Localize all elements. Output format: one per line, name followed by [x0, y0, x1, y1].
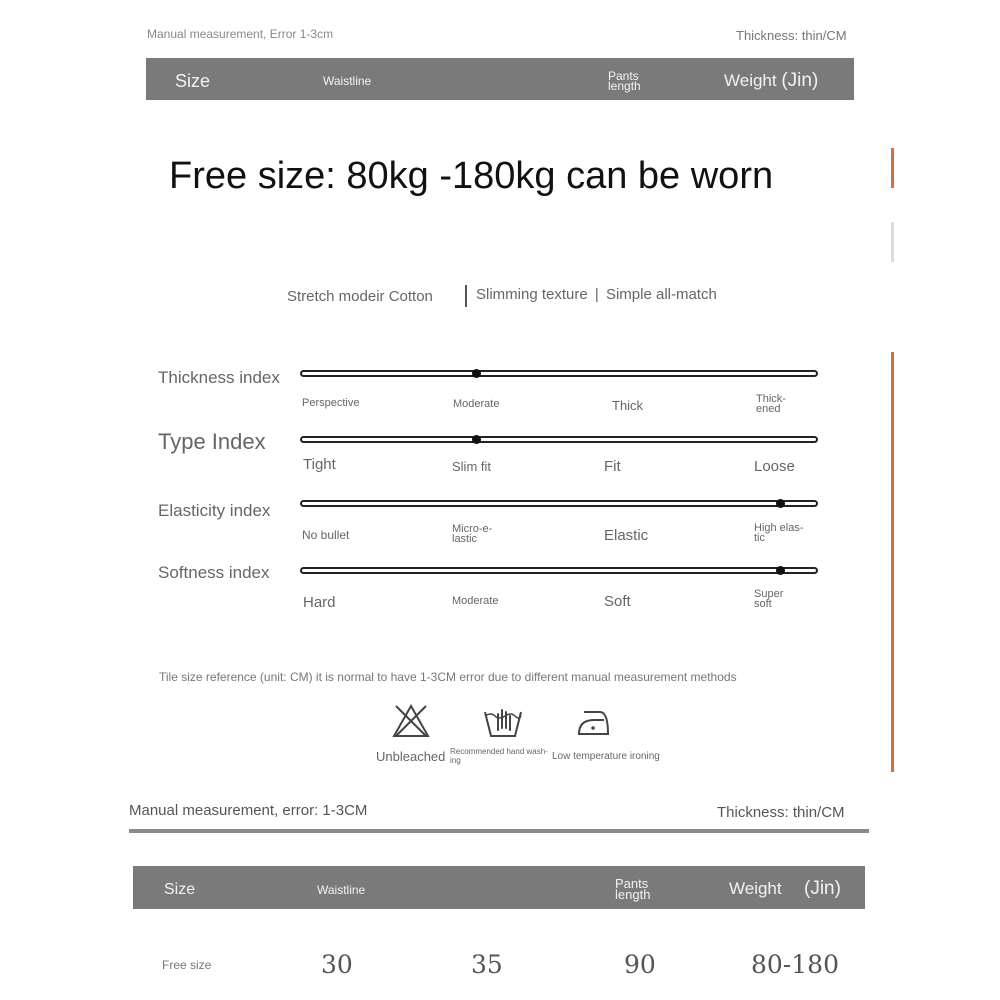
table-header-unit: (Jin) [804, 878, 841, 899]
softness-index-label: Softness index [158, 563, 270, 582]
ironing-label: Low temperature ironing [552, 751, 660, 762]
thickness-note: Thickness: thin/CM [736, 28, 847, 43]
waistline-value: 30 [321, 950, 353, 979]
header-pants-length: Pants length [608, 69, 641, 93]
iron-icon [576, 706, 612, 738]
elasticity-slider-marker [776, 499, 785, 508]
elasticity-tick-1: No bullet [302, 528, 350, 542]
thickness-index-label: Thickness index [158, 368, 280, 387]
header-weight: Weight (Jin) [724, 70, 819, 91]
hand-wash-icon [482, 704, 524, 740]
type-tick-4: Loose [754, 458, 795, 475]
type-slider [300, 436, 818, 443]
no-bleach-icon [391, 703, 431, 739]
feature-texture: Slimming texture | Simple all-match [476, 286, 717, 303]
table-header-weight: Weight [729, 879, 782, 898]
weight-value: 80-180 [751, 950, 839, 979]
bottom-thickness-note: Thickness: thin/CM [717, 804, 845, 821]
elasticity-tick-3: Elastic [604, 527, 649, 544]
tile-size-note: Tile size reference (unit: CM) it is normal to have 1-3CM error due to different manual measurement methods [159, 670, 737, 684]
thickness-tick-1: Perspective [302, 397, 360, 409]
table-header-pants-length: Pants length [615, 876, 651, 902]
elasticity-slider [300, 500, 818, 507]
elasticity-tick-2: Micro-e- lastic [452, 523, 493, 545]
type-tick-3: Fit [604, 458, 621, 475]
softness-slider-marker [776, 566, 785, 575]
header-waistline: Waistline [323, 74, 372, 88]
thickness-tick-2: Moderate [453, 398, 500, 410]
row-label: Free size [162, 958, 212, 972]
type-tick-2: Slim fit [452, 459, 491, 474]
bottom-measurement-note: Manual measurement, error: 1-3CM [129, 802, 368, 819]
measurement-note: Manual measurement, Error 1-3cm [147, 27, 334, 41]
elasticity-index-label: Elasticity index [158, 501, 271, 520]
feature-divider [465, 285, 467, 307]
hand-wash-label: Recommended hand wash- ing [450, 747, 548, 765]
softness-tick-3: Soft [604, 593, 631, 610]
thickness-slider [300, 370, 818, 377]
size-header-bar [146, 58, 854, 100]
type-tick-1: Tight [303, 456, 336, 473]
table-header-waistline: Waistline [317, 883, 366, 897]
type-slider-marker [472, 435, 481, 444]
softness-tick-1: Hard [303, 594, 336, 611]
thickness-slider-marker [472, 369, 481, 378]
unbleached-label: Unbleached [376, 749, 446, 764]
hip-value: 35 [471, 950, 503, 979]
header-size: Size [175, 71, 211, 91]
softness-tick-4: Super soft [754, 588, 784, 610]
headline: Free size: 80kg -180kg can be worn [169, 155, 774, 197]
accent-bar-long [891, 352, 894, 772]
type-index-label: Type Index [158, 429, 266, 454]
elasticity-tick-4: High elas- tic [754, 522, 804, 544]
size-table-header [133, 866, 865, 909]
pants-length-value: 90 [624, 950, 656, 979]
thickness-tick-4: Thick- ened [756, 393, 786, 415]
accent-bar-top [891, 148, 894, 188]
bottom-divider [129, 829, 869, 833]
softness-slider [300, 567, 818, 574]
thickness-tick-3: Thick [612, 398, 644, 413]
softness-tick-2: Moderate [452, 595, 499, 607]
table-header-size: Size [164, 881, 196, 898]
accent-bar-grey [891, 222, 894, 262]
feature-fabric: Stretch modeir Cotton [287, 288, 433, 305]
